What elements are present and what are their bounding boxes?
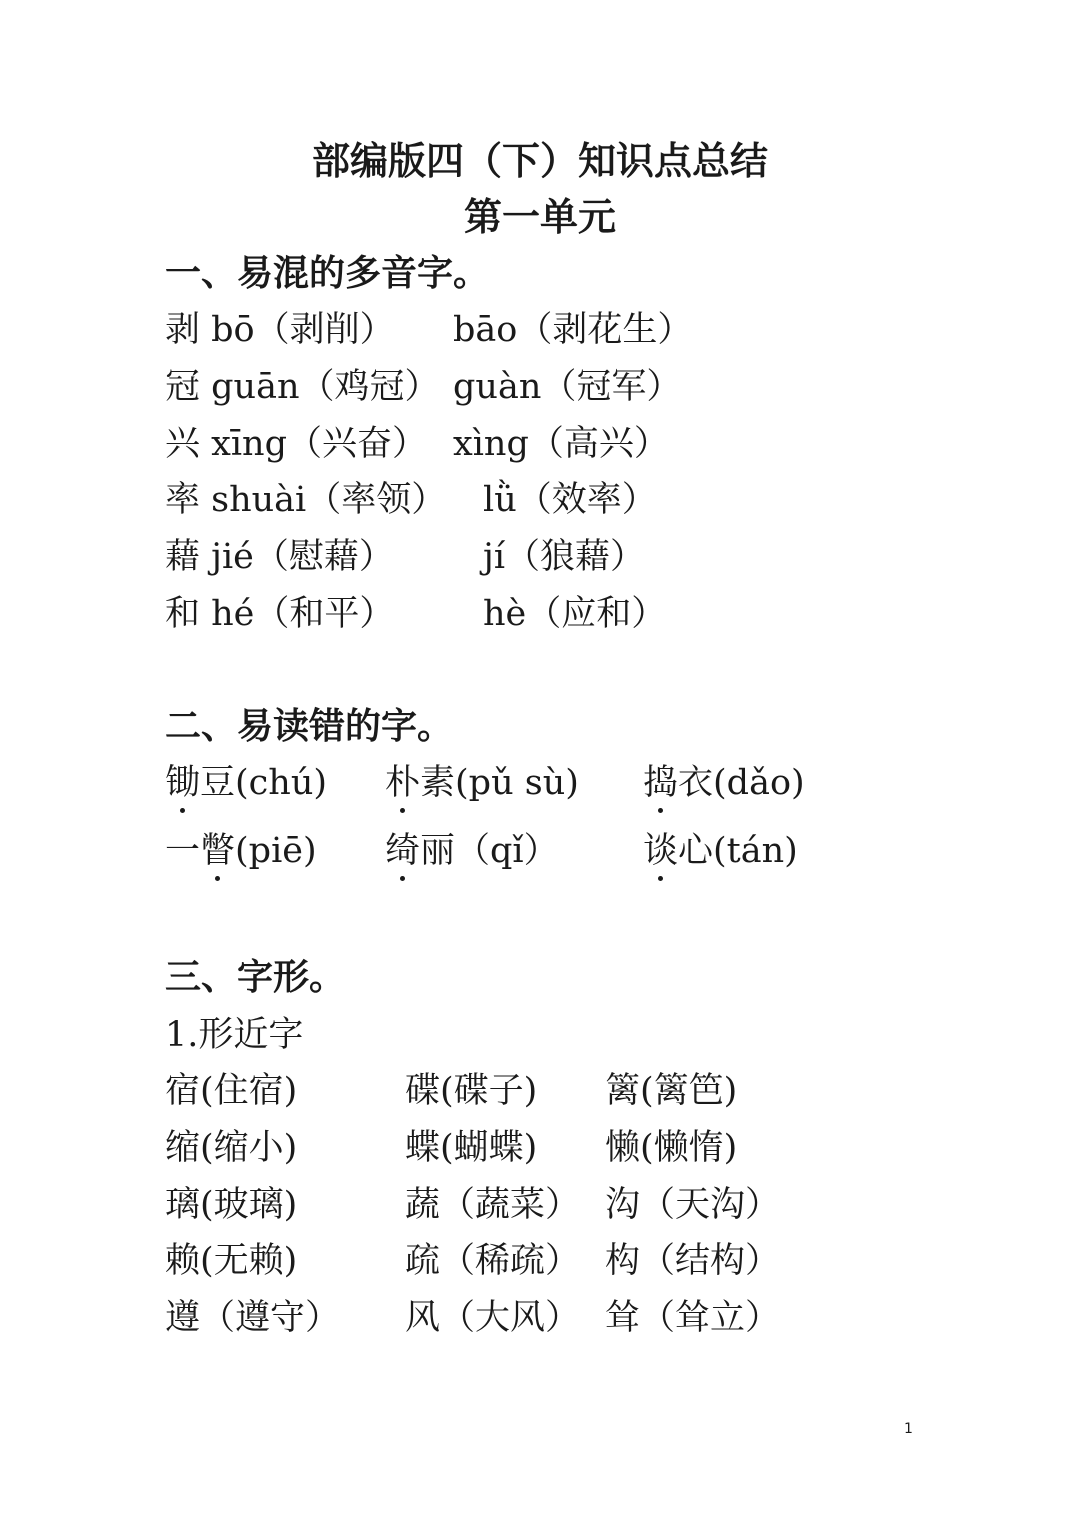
misread-word xyxy=(165,829,317,873)
misread-word-rest: (piē) xyxy=(235,831,317,871)
similar-char-entry: 耸（耸立） xyxy=(605,1298,781,1338)
misread-word xyxy=(165,761,327,805)
similar-char-entry: 遵（遵守） xyxy=(165,1298,341,1338)
similar-char-entry: 缩(缩小) xyxy=(165,1128,298,1168)
polyphone-reading-1: 兴 xīng（兴奋） xyxy=(165,424,428,464)
polyphone-reading-2: guàn（冠军） xyxy=(453,367,682,407)
misread-word-rest: 心(tán) xyxy=(678,831,798,871)
similar-char-entry: 构（结构） xyxy=(605,1241,781,1281)
polyphone-reading-2: bāo（剥花生） xyxy=(453,310,693,350)
emphasis-dot-char: 瞥 xyxy=(200,831,236,871)
misread-word-rest: 衣(dǎo) xyxy=(678,763,805,803)
emphasis-dot-char: 朴 xyxy=(385,763,421,803)
similar-char-entry: 宿(住宿) xyxy=(165,1071,298,1111)
emphasis-dot-char: 绮 xyxy=(385,831,421,871)
polyphone-reading-2: hè（应和） xyxy=(483,594,667,634)
similar-char-entry: 蝶(蝴蝶) xyxy=(405,1128,538,1168)
similar-char-entry: 懒(懒惰) xyxy=(605,1128,738,1168)
misread-word-rest: 丽（qǐ） xyxy=(420,831,559,871)
polyphone-reading-1: 和 hé（和平） xyxy=(165,594,395,634)
misread-word xyxy=(385,829,559,873)
polyphone-reading-2: jí（狼藉） xyxy=(483,537,646,577)
misread-word xyxy=(385,761,579,805)
similar-char-entry: 篱(篱笆) xyxy=(605,1071,738,1111)
misread-word-rest: 豆(chú) xyxy=(200,763,328,803)
polyphone-reading-1: 剥 bō（剥削） xyxy=(165,310,395,350)
similar-char-entry: 碟(碟子) xyxy=(405,1071,538,1111)
section-heading-glyphs: 三、字形。 xyxy=(165,957,346,998)
section-heading-misread: 二、易读错的字。 xyxy=(165,706,454,747)
section-heading-polyphones: 一、易混的多音字。 xyxy=(165,253,490,294)
polyphone-reading-1: 冠 guān（鸡冠） xyxy=(165,367,440,407)
similar-char-entry: 蔬（蔬菜） xyxy=(405,1185,581,1225)
emphasis-dot-char: 捣 xyxy=(643,763,679,803)
polyphone-reading-2: xìng（高兴） xyxy=(453,424,669,464)
polyphone-reading-2: lǜ（效率） xyxy=(483,480,657,520)
misread-word xyxy=(643,761,805,805)
subsection-heading-similar-chars: 1.形近字 xyxy=(165,1015,304,1055)
misread-word-prefix: 一 xyxy=(165,831,201,871)
misread-word xyxy=(643,829,798,873)
similar-char-entry: 赖(无赖) xyxy=(165,1241,298,1281)
polyphone-reading-1: 藉 jié（慰藉） xyxy=(165,537,394,577)
emphasis-dot-char: 谈 xyxy=(643,831,679,871)
page-number: 1 xyxy=(904,1421,913,1437)
similar-char-entry: 璃(玻璃) xyxy=(165,1185,298,1225)
page-title: 部编版四（下）知识点总结 xyxy=(311,139,768,183)
similar-char-entry: 疏（稀疏） xyxy=(405,1241,581,1281)
polyphone-reading-1: 率 shuài（率领） xyxy=(165,480,447,520)
similar-char-entry: 沟（天沟） xyxy=(605,1185,781,1225)
similar-char-entry: 风（大风） xyxy=(405,1298,581,1338)
unit-title: 第一单元 xyxy=(463,195,616,239)
misread-word-rest: 素(pǔ sù) xyxy=(420,763,579,803)
emphasis-dot-char: 锄 xyxy=(165,763,201,803)
